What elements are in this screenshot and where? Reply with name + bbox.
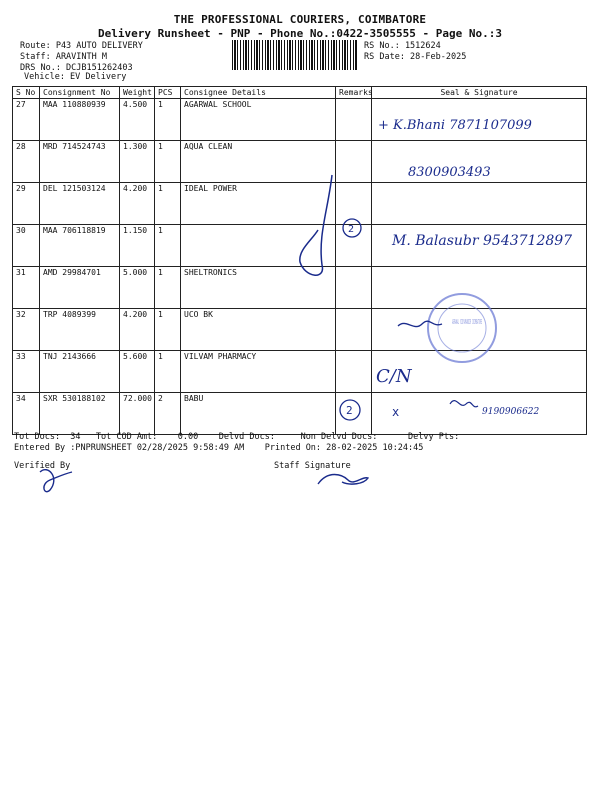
handwriting-row34-phone: 9190906622 bbox=[482, 407, 540, 417]
x-mark-row34: x bbox=[392, 405, 400, 419]
cell-remarks bbox=[336, 393, 372, 435]
cell-weight: 5.000 bbox=[120, 267, 155, 309]
vehicle-label: Vehicle: EV Delivery bbox=[24, 72, 127, 82]
stamp-text: AGRAWAL VIDYAMANDIR COIMBATORE bbox=[452, 318, 482, 326]
cell-signature bbox=[372, 225, 587, 267]
cell-remarks bbox=[336, 351, 372, 393]
drs-number: DRS No.: DCJB151262403 bbox=[20, 63, 133, 73]
table-row bbox=[13, 141, 587, 183]
cell-pcs: 1 bbox=[155, 141, 181, 183]
staff-signature bbox=[318, 475, 368, 485]
table-row bbox=[13, 267, 587, 309]
cell-pcs: 1 bbox=[155, 183, 181, 225]
handwriting-row30: M. Balasubr 9543712897 bbox=[392, 233, 573, 249]
cell-consignee: AQUA CLEAN bbox=[181, 141, 336, 183]
cell-consignment: MAA 706118819 bbox=[40, 225, 120, 267]
cell-signature bbox=[372, 141, 587, 183]
cell-sno: 28 bbox=[13, 141, 40, 183]
col-sno: S No bbox=[13, 87, 40, 99]
runsheet-table bbox=[12, 86, 587, 435]
cell-consignee: BABU bbox=[181, 393, 336, 435]
cell-weight: 5.600 bbox=[120, 351, 155, 393]
cell-pcs: 1 bbox=[155, 99, 181, 141]
entered-by-line: Entered By :PNPRUNSHEET 02/28/2025 9:58:49 AM Printed On: 28-02-2025 10:24:45 bbox=[14, 443, 424, 453]
cell-weight: 4.500 bbox=[120, 99, 155, 141]
cell-pcs: 1 bbox=[155, 351, 181, 393]
table-row bbox=[13, 225, 587, 267]
cell-consignee: VILVAM PHARMACY bbox=[181, 351, 336, 393]
cell-consignment: TRP 4089399 bbox=[40, 309, 120, 351]
table-row bbox=[13, 99, 587, 141]
cell-signature bbox=[372, 183, 587, 225]
cell-signature bbox=[372, 351, 587, 393]
handwriting-row27: + K.Bhani 7871107099 bbox=[378, 118, 532, 133]
cell-consignment: AMD 29984701 bbox=[40, 267, 120, 309]
cell-consignee: SHELTRONICS bbox=[181, 267, 336, 309]
barcode bbox=[232, 40, 358, 70]
cell-sno: 30 bbox=[13, 225, 40, 267]
col-consignment: Consignment No bbox=[40, 87, 120, 99]
verified-signature bbox=[40, 470, 72, 492]
cell-remarks bbox=[336, 267, 372, 309]
cell-pcs: 1 bbox=[155, 225, 181, 267]
handwriting-row33: C/N bbox=[376, 366, 412, 387]
runsheet-title: Delivery Runsheet - PNP - Phone No.:0422-3505555 - Page No.:3 bbox=[98, 27, 502, 40]
cell-consignment: MRD 714524743 bbox=[40, 141, 120, 183]
circle-mark-row34-text: 2 bbox=[346, 404, 353, 417]
cell-remarks bbox=[336, 141, 372, 183]
cell-signature bbox=[372, 267, 587, 309]
cell-sno: 32 bbox=[13, 309, 40, 351]
cell-sno: 34 bbox=[13, 393, 40, 435]
cell-sno: 33 bbox=[13, 351, 40, 393]
cell-consignee: UCO BK bbox=[181, 309, 336, 351]
cell-sno: 31 bbox=[13, 267, 40, 309]
cell-signature bbox=[372, 99, 587, 141]
table-row bbox=[13, 309, 587, 351]
handwriting-row28: 8300903493 bbox=[408, 165, 491, 180]
col-remarks: Remarks bbox=[336, 87, 372, 99]
cell-weight: 72.000 bbox=[120, 393, 155, 435]
totals-line: Tot Docs: 34 Tot COD Amt: 0.00 Delvd Docs: Non Delvd Docs: Delvy Pts: bbox=[14, 432, 460, 442]
cell-consignee bbox=[181, 225, 336, 267]
col-signature: Seal & Signature bbox=[372, 87, 587, 99]
cell-pcs: 1 bbox=[155, 309, 181, 351]
col-weight: Weight bbox=[120, 87, 155, 99]
circle-mark-row30-text: 2 bbox=[348, 224, 355, 235]
cell-remarks bbox=[336, 225, 372, 267]
cell-pcs: 2 bbox=[155, 393, 181, 435]
cell-remarks bbox=[336, 99, 372, 141]
cell-consignee: AGARWAL SCHOOL bbox=[181, 99, 336, 141]
cell-remarks bbox=[336, 309, 372, 351]
verified-by-label: Verified By bbox=[14, 461, 71, 471]
cell-consignee: IDEAL POWER bbox=[181, 183, 336, 225]
staff-signature-label: Staff Signature bbox=[274, 461, 351, 471]
cell-consignment: TNJ 2143666 bbox=[40, 351, 120, 393]
staff-label: Staff: ARAVINTH M bbox=[20, 52, 107, 62]
cell-signature bbox=[372, 393, 587, 435]
cell-sno: 29 bbox=[13, 183, 40, 225]
col-consignee: Consignee Details bbox=[181, 87, 336, 99]
cell-weight: 1.150 bbox=[120, 225, 155, 267]
cell-consignment: MAA 110880939 bbox=[40, 99, 120, 141]
cell-consignment: SXR 530188102 bbox=[40, 393, 120, 435]
cell-weight: 4.200 bbox=[120, 309, 155, 351]
col-pcs: PCS bbox=[155, 87, 181, 99]
cell-sno: 27 bbox=[13, 99, 40, 141]
cell-pcs: 1 bbox=[155, 267, 181, 309]
table-row bbox=[13, 393, 587, 435]
route-label: Route: P43 AUTO DELIVERY bbox=[20, 41, 143, 51]
cell-consignment: DEL 121503124 bbox=[40, 183, 120, 225]
table-row bbox=[13, 183, 587, 225]
table-row bbox=[13, 351, 587, 393]
rs-number: RS No.: 1512624 bbox=[364, 41, 441, 51]
company-name: THE PROFESSIONAL COURIERS, COIMBATORE bbox=[173, 13, 427, 26]
cell-remarks bbox=[336, 183, 372, 225]
rs-date: RS Date: 28-Feb-2025 bbox=[364, 52, 467, 62]
table-header-row bbox=[13, 87, 587, 99]
cell-weight: 1.300 bbox=[120, 141, 155, 183]
cell-signature bbox=[372, 309, 587, 351]
cell-weight: 4.200 bbox=[120, 183, 155, 225]
